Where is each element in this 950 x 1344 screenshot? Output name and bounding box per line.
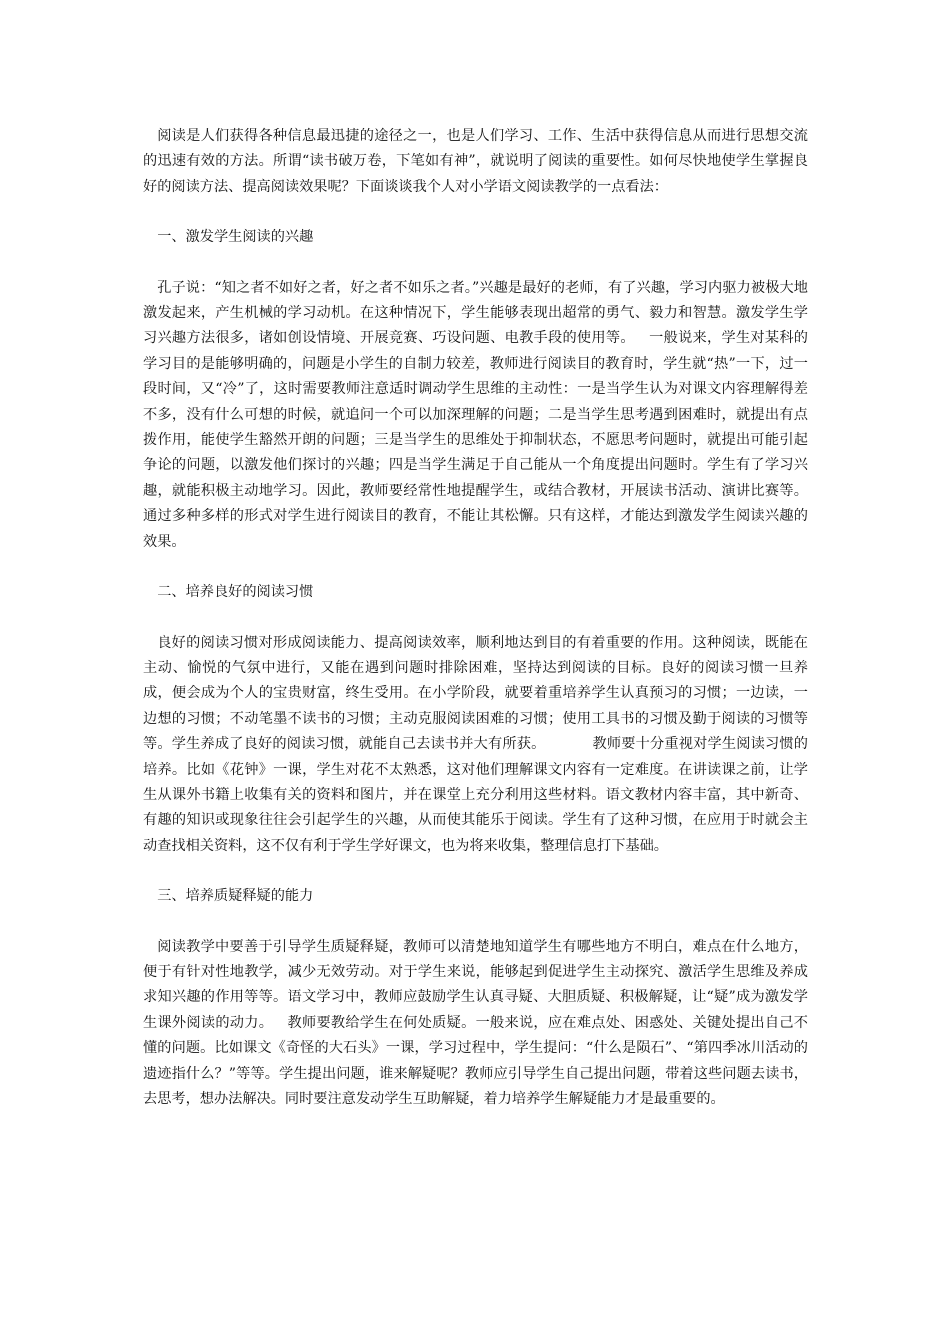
spacer	[143, 200, 808, 225]
document-page	[143, 124, 808, 1112]
section-heading-2: 二、培养良好的阅读习惯	[157, 584, 314, 601]
spacer	[143, 555, 808, 580]
spacer	[143, 910, 808, 935]
section-body-3: 阅读教学中要善于引导学生质疑释疑，教师可以清楚地知道学生有哪些地方不明白，难点在什么地方，便于有针对性地教学，减少无效劳动。对于学生来说，能够起到促进学生主动探究、激活学生思维及养成求知兴趣的作用等等。语文学习中，教师应鼓励学生认真寻疑、大胆质疑、积极解疑，让“疑”成为激发学生课外阅读的动力。 教师要教给学生在何处质疑。一般来说，应在难点处、困惑处、关键处提出自己不懂的问题。比如课文《奇怪的大石头》一课，学习过程中，学生提问：“什么是陨石”、“第四季冰川活动的遗迹指什么？”等等。学生提出问题，谁来解疑呢？教师应引导学生自己提出问题，带着这些问题去读书，去思考，想办法解决。同时要注意发动学生互助解疑，着力培养学生解疑能力才是最重要的。	[143, 938, 808, 1107]
section-body-2: 良好的阅读习惯对形成阅读能力、提高阅读效率，顺利地达到目的有着重要的作用。这种阅读，既能在主动、愉悦的气氛中进行，又能在遇到问题时排除困难，坚持达到阅读的目标。良好的阅读习惯一旦养成，便会成为个人的宝贵财富，终生受用。在小学阶段，就要着重培养学生认真预习的习惯；一边读，一边想的习惯；不动笔墨不读书的习惯；主动克服阅读困难的习惯；使用工具书的习惯及勤于阅读的习惯等等。学生养成了良好的阅读习惯，就能自己去读书并大有所获。 教师要十分重视对学生阅读习惯的培养。比如《花钟》一课，学生对花不太熟悉，这对他们理解课文内容有一定难度。在讲读课之前，让学生从课外书籍上收集有关的资料和图片，并在课堂上充分利用这些材料。语文教材内容丰富，其中新奇、有趣的知识或现象往往会引起学生的兴趣，从而使其能乐于阅读。学生有了这种习惯，在应用于时就会主动查找相关资料，这不仅有利于学生学好课文，也为将来收集，整理信息打下基础。	[143, 634, 808, 854]
spacer	[143, 606, 808, 631]
spacer	[143, 859, 808, 884]
section-heading-1: 一、激发学生阅读的兴趣	[157, 229, 314, 246]
intro-paragraph: 阅读是人们获得各种信息最迅捷的途径之一，也是人们学习、工作、生活中获得信息从而进行思想交流的迅速有效的方法。所谓“读书破万卷，下笔如有神”，就说明了阅读的重要性。如何尽快地使学生掌握良好的阅读方法、提高阅读效果呢？下面谈谈我个人对小学语文阅读教学的一点看法：	[143, 128, 808, 195]
section-heading-3: 三、培养质疑释疑的能力	[157, 888, 314, 905]
section-body-1: 孔子说：“知之者不如好之者，好之者不如乐之者。”兴趣是最好的老师，有了兴趣，学习内驱力被极大地激发起来，产生机械的学习动机。在这种情况下，学生能够表现出超常的勇气、毅力和智慧。激发学生学习兴趣方法很多，诸如创设情境、开展竞赛、巧设问题、电教手段的使用等。 一般说来，学生对某科的学习目的是能够明确的，问题是小学生的自制力较差，教师进行阅读目的教育时，学生就“热”一下，过一段时间，又“冷”了，这时需要教师注意适时调动学生思维的主动性：一是当学生认为对课文内容理解得差不多，没有什么可想的时候，就追问一个可以加深理解的问题；二是当学生思考遇到困难时，就提出有点拨作用，能使学生豁然开朗的问题；三是当学生的思维处于抑制状态，不愿思考问题时，就提出可能引起争论的问题，以激发他们探讨的兴趣；四是当学生满足于自己能从一个角度提出问题时。学生有了学习兴趣，就能积极主动地学习。因此，教师要经常性地提醒学生，或结合教材，开展读书活动、演讲比赛等。通过多种多样的形式对学生进行阅读目的教育，不能让其松懈。只有这样，才能达到激发学生阅读兴趣的效果。	[143, 279, 808, 550]
spacer	[143, 251, 808, 276]
